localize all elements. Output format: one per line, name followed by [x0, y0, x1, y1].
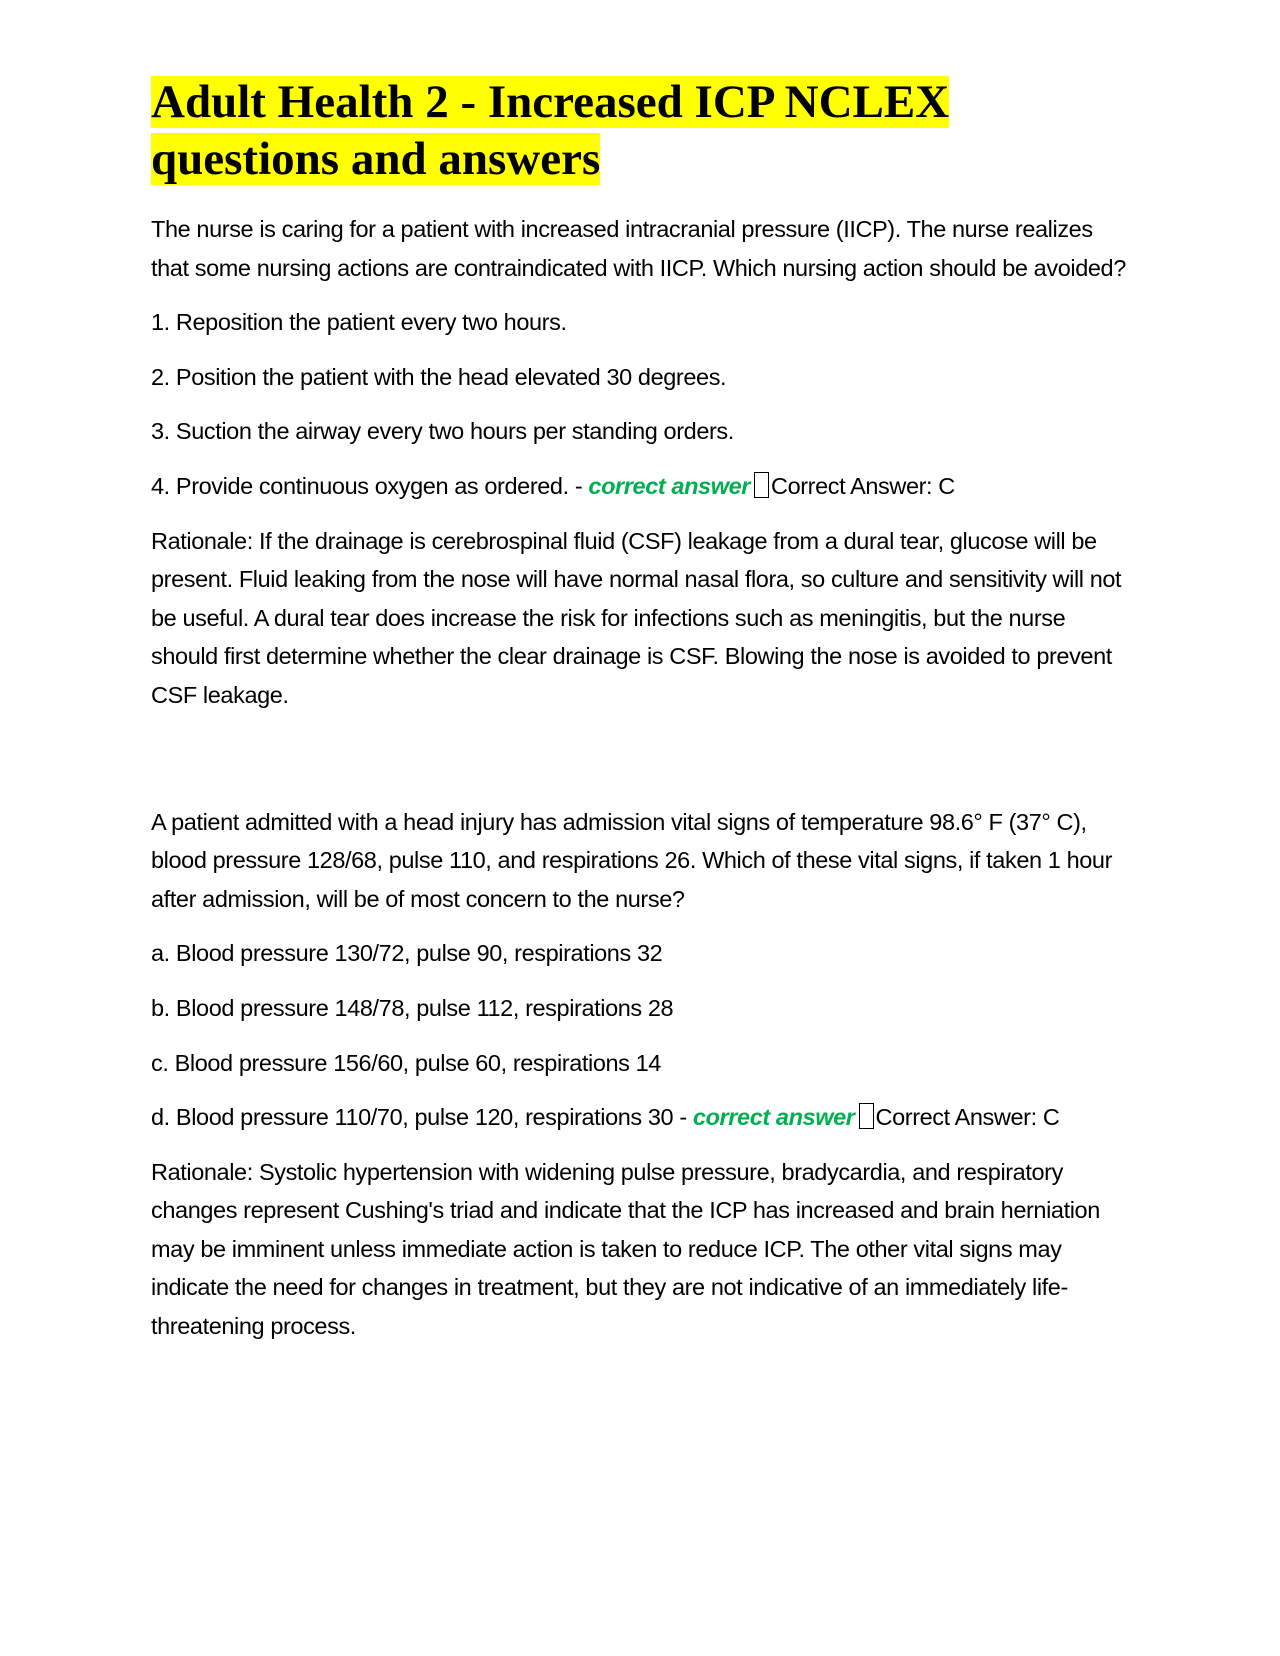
question-1-option-answer	[151, 467, 1136, 506]
question-2-stem: A patient admitted with a head injury has admission vital signs of temperature 98.6° F (37° C), blood pressure 128/68, pulse 110, and respirations 26. Which of these vital signs, if taken 1 hour after admission, will be of most concern to the nurse?	[151, 808, 1113, 912]
page-title	[151, 74, 1136, 188]
question-1-rationale: Rationale: If the drainage is cerebrospinal fluid (CSF) leakage from a dural tear, glucose will be present. Fluid leaking from the nose will have normal nasal flora, so culture and sensitivity will not be useful. A dural tear does increase the risk for infections such as meningitis, but the nurse should first determine whether the clear drainage is CSF. Blowing the nose is avoided to prevent CSF leakage.	[151, 527, 1122, 708]
question-1-stem: The nurse is caring for a patient with increased intracranial pressure (IICP). The nurse realizes that some nursing actions are contraindicated with IICP. Which nursing action should be avoided?	[151, 216, 1126, 281]
missing-glyph-icon	[754, 472, 769, 498]
spacer	[151, 731, 1136, 803]
document-body	[151, 74, 1136, 1362]
correct-answer-text: Correct Answer: C	[875, 1104, 1060, 1131]
title-text: Adult Health 2 - Increased ICP NCLEX questions and answers	[151, 76, 950, 185]
correct-answer-text: Correct Answer: C	[771, 472, 955, 499]
question-1-option: 2. Position the patient with the head elevated 30 degrees.	[151, 363, 727, 390]
question-2-option: a. Blood pressure 130/72, pulse 90, respirations 32	[151, 940, 663, 967]
option-text: d. Blood pressure 110/70, pulse 120, respirations 30 -	[151, 1104, 693, 1131]
question-2-option: c. Blood pressure 156/60, pulse 60, respirations 14	[151, 1049, 661, 1076]
question-2-option-answer	[151, 1098, 1136, 1137]
option-text: 4. Provide continuous oxygen as ordered. -	[151, 472, 589, 499]
question-2-rationale: Rationale: Systolic hypertension with widening pulse pressure, bradycardia, and respiratory changes represent Cushing's triad and indicate that the ICP has increased and brain herniation may be imminent unless immediate action is taken to reduce ICP. The other vital signs may indicate the need for changes in treatment, but they are not indicative of an immediately life-threatening process.	[151, 1158, 1100, 1340]
missing-glyph-icon	[859, 1103, 874, 1129]
correct-answer-tag: correct answer	[588, 472, 751, 499]
question-1-option: 1. Reposition the patient every two hours.	[151, 309, 567, 336]
question-2-option: b. Blood pressure 148/78, pulse 112, respirations 28	[151, 994, 674, 1021]
question-1-option: 3. Suction the airway every two hours per standing orders.	[151, 418, 734, 445]
correct-answer-tag: correct answer	[692, 1104, 855, 1131]
